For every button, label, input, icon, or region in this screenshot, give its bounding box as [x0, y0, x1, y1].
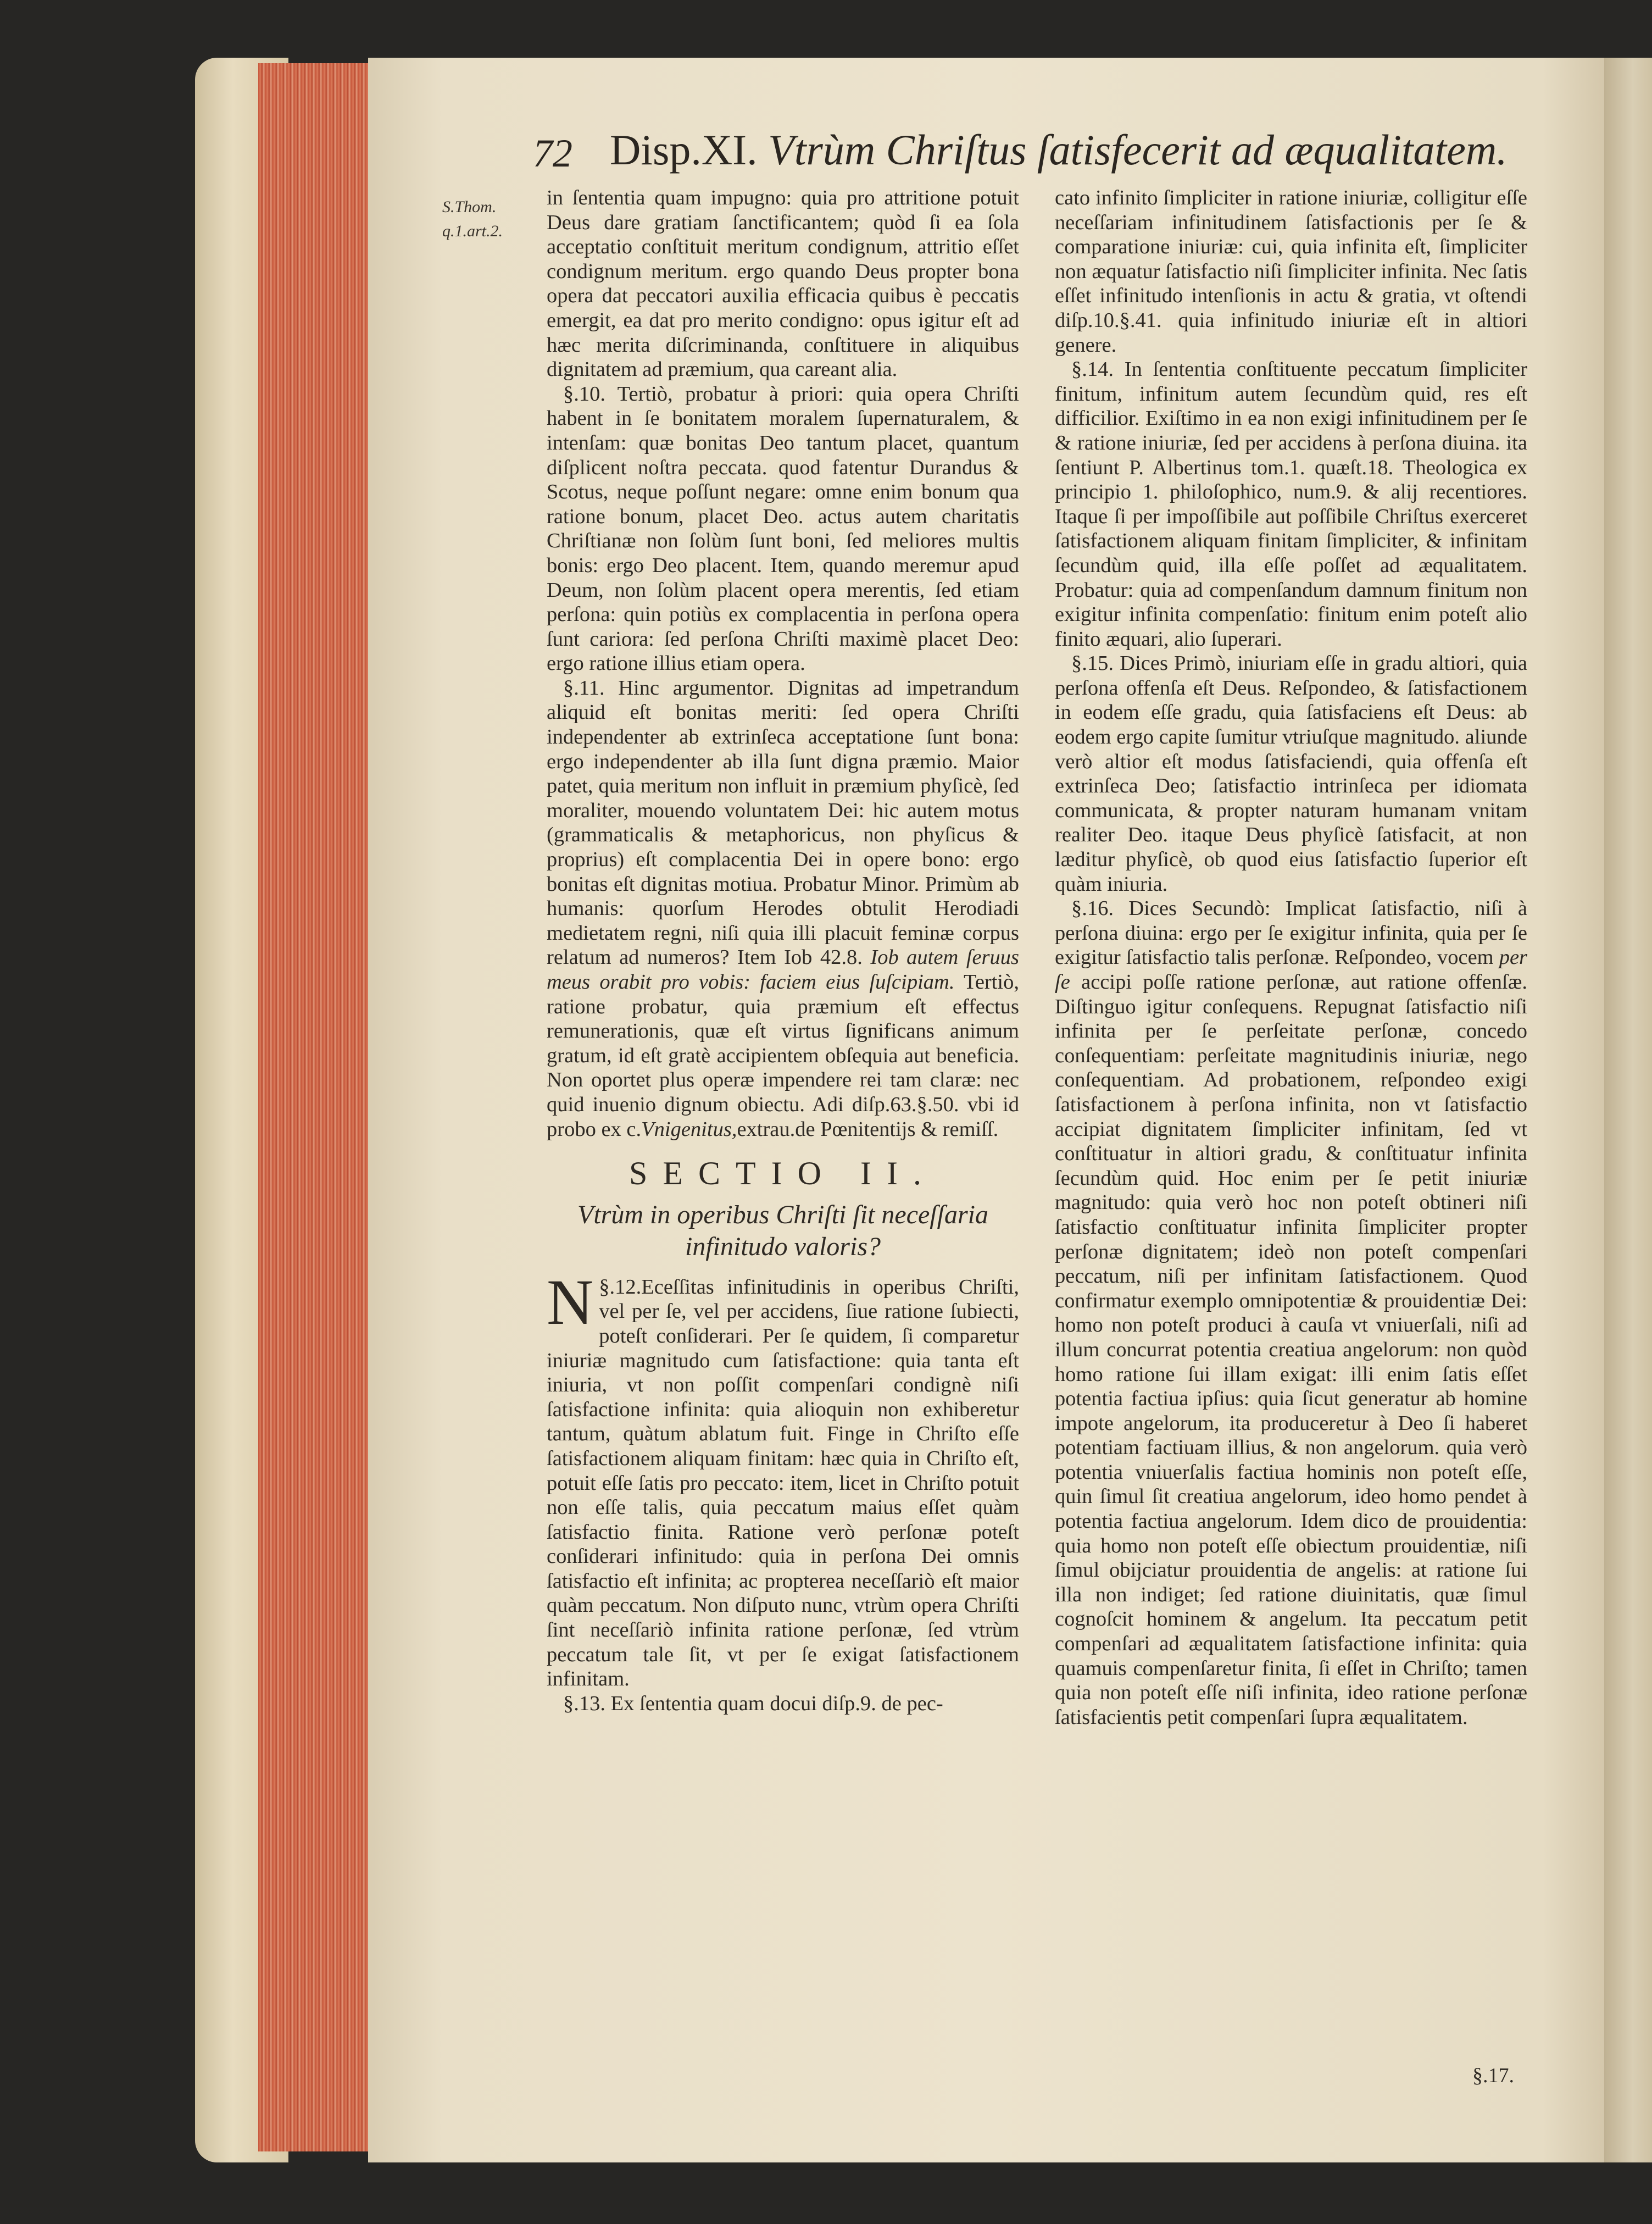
section-label: §.12.: [599, 1275, 642, 1299]
drop-cap: N: [547, 1266, 594, 1338]
paragraph-text: Eceſſitas infinitudinis in operibus Chriſti, vel per ſe, vel per accidens, ſiue ratione ſubiecti, poteſt conſiderari. Per ſe quidem, ſi comparetur iniuriæ magnitudo cum ſatisfactione: quia tanta eſt iniuria, vt non poſſit compenſari condignè niſi ſatisfactione infinita: quia alioquin non exhiberetur tantum, quàtum ablatum fuit. Finge in Chriſto eſſe ſatisfactionem aliquam finitam: hæc quia in Chriſto eſt, potuit eſſe ſatis pro peccato: item, licet in Chriſto potuit non eſſe talis, quia peccatum maius eſſet quàm ſatisfactio finita. Ratione verò perſonæ poteſt conſiderari infinitudo: quia in perſona Dei omnis ſatisfactio eſt infinita; ac propterea neceſſariò eſt maior quàm peccatum. Non diſputo nunc, vtrùm opera Chriſti ſint neceſſariò infinita ratione perſonæ, ſed vtrùm peccatum tale ſit, vt per ſe exigat ſatisfactionem infinitam.: [547, 1275, 1019, 1691]
paragraph-text: §.11. Hinc argumentor. Dignitas ad impetrandum aliquid eſt bonitas meriti: ſed opera Chriſti independenter ab extrinſeca acceptatione ſunt bona: ergo independenter ab illa ſunt digna præmio. Maior patet, quia meritum non influit in præmium phyſicè, ſed moraliter, mouendo voluntatem Dei: hic autem motus (grammaticalis & metaphoricus, non phyſicus & proprius) eſt complacentia Dei in opere bono: ergo bonitas eſt dignitas motiua. Probatur Minor. Primùm ab humanis: quorſum Herodes obtulit Herodiadi medietatem regni, niſi quia illi placuit feminæ corpus relatum ad numeros? Item Iob 42.8.: [547, 676, 1019, 969]
paragraph-text: §.16. Dices Secundò: Implicat ſatisfactio, niſi à perſona diuina: ergo per ſe exigitur infinita, quia per ſe exigitur ſatisfactio talis perſonæ. Reſpondeo, vocem: [1055, 897, 1527, 969]
red-page-edges: [258, 63, 368, 2151]
disputation-label: Disp.XI.: [610, 126, 758, 174]
paragraph-14: §.14. In ſententia conſtituente peccatum ſimpliciter finitum, infinitum autem ſecundùm quid, res eſt difficilior. Exiſtimo in ea non exigi infinitudinem per ſe & ratione iniuriæ, ſed per accidens à perſona diuina. ita ſentiunt P. Albertinus tom.1. quæſt.18. Theologica ex principio 1. philoſophico, num.9. & alij recentiores. Itaque ſi per impoſſibile aut poſſibile Chriſtus exerceret ſatisfactionem aliquam finitam ſimpliciter, & infinitam ſecundùm quid, illa eſſe poſſet ad æqualitatem. Probatur: quia ad compenſandum damnum finitum non exigitur infinita compenſatio: finitum enim poteſt alio finito æquari, alio ſuperari.: [1055, 358, 1527, 651]
left-column: [547, 186, 1019, 1716]
paragraph: in ſententia quam impugno: quia pro attritione potuit Deus dare gratiam ſanctificantem; quòd ſi ea ſola acceptatio conſtituit meritum condignum, attritio eſſet condignum meritum. ergo quando Deus propter bona opera dat peccatori auxilia efficacia quibus è peccatis emergit, ea dat pro merito condigno: opus igitur eſt ad hæc merita diſcriminanda, conſtituere in aliquibus dignitatem ad præmium, qua careant alia.: [547, 186, 1019, 381]
paragraph-text: accipi poſſe ratione perſonæ, aut ratione offenſæ. Diſtinguo igitur conſequens. Repugnat ſatisfactio niſi infinita per ſe perſeitate perſonæ, concedo conſequentiam: perſeitate magnitudinis iniuriæ, nego conſequentiam. Ad probationem, reſpondeo exigi ſatisfactionem à perſona infinita, non vt ſatisfactio accipiat dignitatem ſimpliciter infinitam, ſed vt conſtituatur in altiori gradu, & conſtituatur infinita ſecundùm quid. Hoc enim per ſe petit iniuriæ magnitudo: quia verò hoc non poteſt obtineri niſi ſatisfactio conſtituatur infinita ſimpliciter propter perſonæ dignitatem; ideò non poteſt compenſari peccatum, niſi per infinitam ſatisfactionem. Quod confirmatur exemplo omnipotentiæ & prouidentiæ Dei: homo non poteſt produci à cauſa vt vniuerſali, niſi ad illum concurrat potentia creatiua angelorum: non quòd homo ratione ſui illam exigat: illi enim ſatis eſſet potentia factiua ipſius: quia ſicut generatur ab homine impote angelorum, ita produceretur à Deo ſi haberet potentiam factiuam illius, & non angelorum. quia verò potentia vniuerſalis factiua hominis non poteſt eſſe, quin ſimul ſit creatiua angelorum, ideo homo pendet à potentia factiua angelorum. Idem dico de prouidentia: quia homo non poteſt eſſe obiectum prouidentiæ, niſi ſimul obijciatur prouidentia de angelis: at ratione ſui illa non indiget; ſed ratione diuinitatis, quæ ſimul cognoſcit hominem & angelum. Ita peccatum petit compenſari ad æqualitatem ſatisfactione infinita: quia quamuis compenſaretur finita, ſi eſſet in Chriſto; tamen quia non poteſt eſſe niſi infinita, ideo ratione perſonæ ſatisfacientis petit compenſari ſupra æqualitatem.: [1055, 970, 1527, 1729]
paragraph-16: [1055, 896, 1527, 1729]
paragraph-11: [547, 676, 1019, 1141]
paragraph-text: extrau.de Pœnitentijs & remiſſ.: [737, 1117, 999, 1141]
page-number: 72: [533, 131, 572, 175]
paragraph-12: [547, 1266, 1019, 1691]
paragraph-15: §.15. Dices Primò, iniuriam eſſe in gradu altiori, quia perſona offenſa eſt Deus. Reſpondeo, & ſatisfactionem in eodem eſſe gradu, quia ſatisfaciens eſt Deus: ab eodem ergo capite ſumitur vtriuſque magnitudo. aliunde verò altior eſt modus ſatisfaciendi, quia offenſa eſt extrinſeca Deo; ſatisfactio intrinſeca per idiomata communicata, & propter naturam humanam vnitam realiter Deo. itaque Deus phyſicè ſatisfacit, at non læditur phyſicè, ob quod eius ſatisfactio ſuperior eſt quàm iniuria.: [1055, 652, 1527, 896]
right-column: [1055, 186, 1527, 1729]
paragraph-text: Tertiò, ratione probatur, quia præmium eſt effectus remunerationis, quæ eſt virtus ſignificans animum gratum, id eſt gratè accipientem obſequia aut beneficia. Non oportet plus operæ impendere rei tam claræ: nec quid inuenio dignum obiectu. Adi diſp.63.§.50. vbi id probo ex c.: [547, 970, 1019, 1141]
decretal-reference: Vnigenitus,: [641, 1117, 737, 1141]
running-header: [533, 120, 1508, 180]
running-title: [610, 125, 1508, 175]
catchword: §.17.: [1472, 2064, 1514, 2087]
margin-reference: S.Thom. q.1.art.2.: [442, 198, 503, 240]
title-text: Vtrùm Chriſtus ſatisfecerit ad æqualitatem.: [768, 126, 1508, 174]
paragraph-13: §.13. Ex ſententia quam docui diſp.9. de pec-: [563, 1691, 943, 1715]
section-heading: SECTIO II.: [629, 1155, 937, 1192]
scripture-quote: Iob autem ſeruus meus orabit pro vobis: faciem eius ſuſcipiam.: [547, 946, 1019, 994]
facing-page-edge: [1604, 58, 1652, 2162]
italic-term: per ſe: [1055, 946, 1528, 994]
paragraph: cato infinito ſimpliciter in ratione iniuriæ, colligitur eſſe neceſſariam infinitudinem ſatisfactionis per ſe & comparatione iniuriæ: cui, quia infinita eſt, ſimpliciter non æquatur ſatisfactio niſi ſimpliciter infinita. Nec ſatis eſſet infinitudo intenſionis in actu & gratia, vt oſtendi diſp.10.§.41. quia infinitudo iniuriæ eſt in altiori genere.: [1055, 186, 1527, 357]
section-title: Vtrùm in operibus Chriſti ſit neceſſaria infinitudo valoris?: [577, 1200, 988, 1261]
paragraph-10: §.10. Tertiò, probatur à priori: quia opera Chriſti habent in ſe bonitatem moralem ſupernaturalem, & intenſam: quæ bonitas Deo tantum placet, quantum diſplicent noſtra peccata. quod fatentur Durandus & Scotus, neque poſſunt negare: omne enim bonum qua ratione bonum, placet Deo. actus autem charitatis Chriſtianæ non ſolùm ſunt boni, ſed meliores multis bonis: ergo Deo placent. Item, quando meremur apud Deum, non ſolùm placent opera merentis, ſed etiam perſona: quin potiùs ex complacentia in perſona opera ſunt cariora: ſed perſona Chriſti maximè placet Deo: ergo ratione illius etiam opera.: [547, 382, 1019, 675]
